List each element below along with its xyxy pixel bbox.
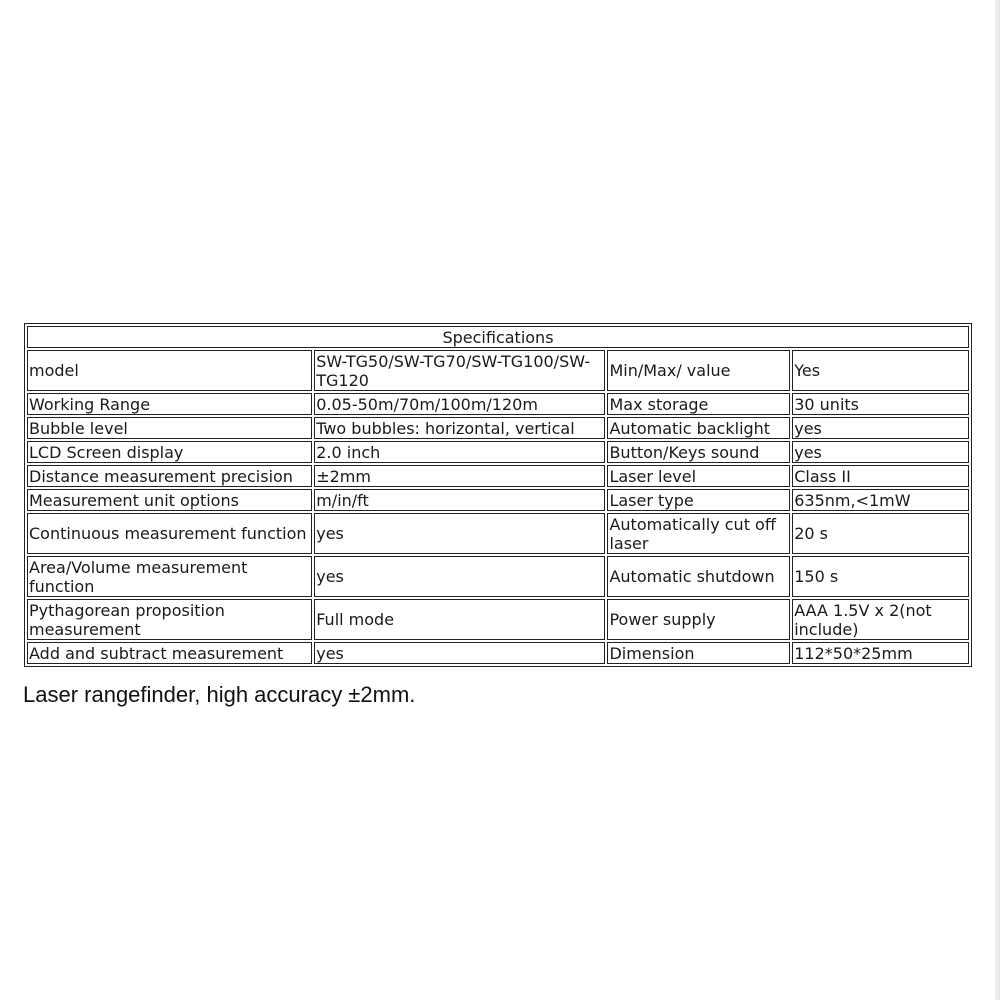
spec-label-cell: Automatically cut off laser: [607, 513, 790, 554]
spec-value-cell: 0.05-50m/70m/100m/120m: [314, 393, 605, 415]
spec-value-cell: 150 s: [792, 556, 969, 597]
spec-value-cell: yes: [792, 417, 969, 439]
specifications-table: [24, 323, 972, 667]
spec-value-cell: Yes: [792, 350, 969, 391]
spec-label-cell: Max storage: [607, 393, 790, 415]
spec-value-cell: 30 units: [792, 393, 969, 415]
spec-value-cell: 2.0 inch: [314, 441, 605, 463]
spec-value-cell: Two bubbles: horizontal, vertical: [314, 417, 605, 439]
spec-value-cell: 635nm,<1mW: [792, 489, 969, 511]
spec-label-cell: Laser type: [607, 489, 790, 511]
table-row: [27, 599, 969, 640]
spec-label-cell: Power supply: [607, 599, 790, 640]
spec-label-cell: Continuous measurement function: [27, 513, 312, 554]
product-caption: Laser rangefinder, high accuracy ±2mm.: [23, 682, 416, 707]
spec-value-cell: Class II: [792, 465, 969, 487]
spec-value-cell: yes: [792, 441, 969, 463]
spec-label-cell: LCD Screen display: [27, 441, 312, 463]
table-title: Specifications: [27, 326, 969, 348]
spec-label-cell: Dimension: [607, 642, 790, 664]
spec-value-cell: yes: [314, 642, 605, 664]
spec-label-cell: model: [27, 350, 312, 391]
spec-label-cell: Min/Max/ value: [607, 350, 790, 391]
spec-value-cell: m/in/ft: [314, 489, 605, 511]
spec-value-cell: Full mode: [314, 599, 605, 640]
spec-value-cell: 112*50*25mm: [792, 642, 969, 664]
page-edge-shadow: [995, 0, 1000, 1000]
table-row: [27, 642, 969, 664]
table-row: [27, 350, 969, 391]
spec-label-cell: Bubble level: [27, 417, 312, 439]
spec-label-cell: Laser level: [607, 465, 790, 487]
spec-value-cell: ±2mm: [314, 465, 605, 487]
table-row: [27, 417, 969, 439]
spec-label-cell: Measurement unit options: [27, 489, 312, 511]
spec-label-cell: Pythagorean proposition measurement: [27, 599, 312, 640]
spec-label-cell: Button/Keys sound: [607, 441, 790, 463]
table-row: [27, 513, 969, 554]
spec-label-cell: Add and subtract measurement: [27, 642, 312, 664]
spec-label-cell: Area/Volume measurement function: [27, 556, 312, 597]
table-row: [27, 489, 969, 511]
spec-label-cell: Automatic backlight: [607, 417, 790, 439]
table-title-row: [27, 326, 969, 348]
table-row: [27, 556, 969, 597]
spec-label-cell: Distance measurement precision: [27, 465, 312, 487]
table-row: [27, 393, 969, 415]
spec-label-cell: Working Range: [27, 393, 312, 415]
table-row: [27, 441, 969, 463]
spec-value-cell: SW-TG50/SW-TG70/SW-TG100/SW-TG120: [314, 350, 605, 391]
spec-label-cell: Automatic shutdown: [607, 556, 790, 597]
table-row: [27, 465, 969, 487]
spec-value-cell: yes: [314, 556, 605, 597]
spec-value-cell: AAA 1.5V x 2(not include): [792, 599, 969, 640]
spec-value-cell: yes: [314, 513, 605, 554]
spec-value-cell: 20 s: [792, 513, 969, 554]
